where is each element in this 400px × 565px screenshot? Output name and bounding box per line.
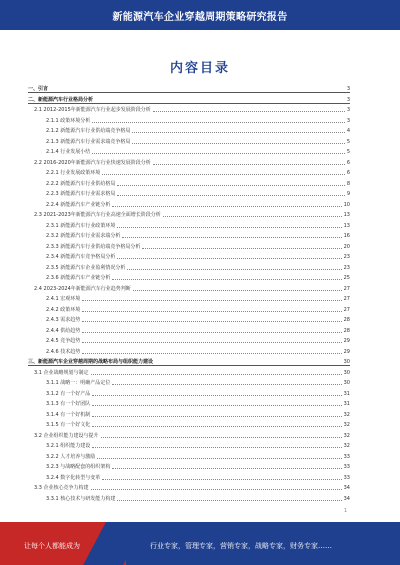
toc-leader-dots (82, 342, 341, 343)
toc-entry-page: 33 (343, 453, 350, 460)
toc-entry-label: 2.3 2021-2023年新能源汽车行业高速全面增长阶段分析 (34, 212, 161, 218)
footer-tagline: 行业专家，管理专家，营销专家，战略专家，财务专家…… (150, 542, 332, 550)
toc-entry-label: 3.2.2 人才培养与激励 (46, 453, 96, 460)
toc-entry-page: 29 (343, 338, 350, 344)
toc-entry-page: 27 (343, 296, 350, 302)
toc-leader-dots (82, 332, 341, 333)
toc-entry[interactable] (28, 410, 350, 418)
toc-leader-dots (92, 153, 345, 154)
toc-entry-label: 2.4.1 宏观环境 (46, 296, 81, 302)
toc-entry-label: 2.3.4 新能源汽车竞争格局分析 (46, 254, 116, 260)
toc-entry-label: 3.2.4 数字化转型与变革 (46, 474, 101, 481)
toc-entry-label: 2.2.2 新能源汽车行业供给格局 (46, 180, 116, 187)
toc-entry[interactable] (28, 305, 350, 313)
toc-entry[interactable] (28, 273, 350, 281)
toc-leader-dots (117, 227, 341, 228)
toc-entry-label: 2.2.4 新能源汽车产业链分析 (46, 201, 111, 208)
toc-leader-dots (92, 395, 341, 396)
toc-entry-label: 3.3.1 核心技术与研发能力构建 (46, 495, 116, 502)
report-title: 新能源汽车企业穿越周期策略研究报告 (112, 12, 288, 23)
toc-leader-dots (92, 447, 341, 448)
toc-entry[interactable] (28, 158, 350, 166)
toc-leader-dots (92, 426, 341, 427)
toc-entry-label: 2.3.1 新能源汽车行业政策环境 (46, 222, 116, 229)
toc-entry-page: 34 (343, 485, 350, 491)
toc-leader-dots (82, 300, 341, 301)
toc-entry[interactable] (28, 137, 350, 145)
toc-entry-page: 31 (343, 401, 350, 407)
toc-entry-page: 34 (343, 495, 350, 502)
toc-entry[interactable] (28, 473, 350, 481)
toc-entry-label: 2.4.3 需求趋势 (46, 317, 81, 323)
toc-entry[interactable] (28, 126, 350, 134)
toc-entry[interactable] (28, 462, 350, 470)
toc-entry[interactable] (28, 147, 350, 155)
toc-entry[interactable] (28, 347, 350, 355)
toc-entry-label: 2.2.1 行业发展政策环境 (46, 170, 101, 176)
toc-entry-page: 3 (346, 96, 350, 103)
toc-leader-dots (112, 279, 341, 280)
toc-entry[interactable] (28, 252, 350, 260)
toc-entry-page: 32 (343, 411, 350, 418)
toc-entry-page: 13 (343, 222, 350, 229)
toc-entry-label: 二、新能源汽车行业格局分析 (28, 96, 94, 103)
toc-entry-page: 31 (343, 390, 350, 397)
toc-leader-dots (82, 353, 341, 354)
toc-leader-dots (82, 311, 341, 312)
toc-leader-dots (117, 500, 341, 501)
toc-entry[interactable] (28, 179, 350, 187)
toc-leader-dots (102, 479, 341, 480)
toc-entry-page: 4 (346, 128, 350, 134)
toc-leader-dots (112, 384, 341, 385)
toc-entry-page: 29 (343, 348, 350, 355)
toc-entry-label: 3.1.3 有一个好团队 (46, 401, 91, 407)
toc-entry[interactable] (28, 242, 350, 250)
toc-entry-label: 三、新能源汽车企业穿越周期的战略布局与组织能力建设 (28, 359, 154, 365)
toc-entry[interactable] (28, 420, 350, 428)
toc-entry-page: 5 (346, 138, 350, 145)
toc-leader-dots (112, 206, 341, 207)
toc-entry-page: 27 (343, 306, 350, 313)
toc-entry[interactable] (28, 399, 350, 407)
toc-entry-page: 28 (343, 317, 350, 323)
toc-leader-dots (127, 269, 341, 270)
toc-entry[interactable] (28, 431, 350, 439)
toc-leader-dots (92, 416, 341, 417)
footer-slogan: 让每个人都能成为 (24, 542, 80, 550)
toc-entry-label: 2.1.1 政策环境分析 (46, 117, 91, 124)
toc-entry[interactable] (28, 116, 350, 124)
toc-heading: 内容目录 (169, 61, 230, 76)
toc-entry-page: 30 (343, 369, 350, 376)
toc-leader-dots (153, 164, 345, 165)
toc-leader-dots (92, 405, 341, 406)
toc-entry-page: 6 (346, 170, 350, 176)
toc-leader-dots (117, 195, 344, 196)
toc-entry[interactable] (28, 483, 350, 491)
toc-entry-page: 3 (346, 86, 350, 92)
toc-entry-page: 32 (343, 422, 350, 428)
toc-entry-label: 3.1.5 有一个好文化 (46, 422, 91, 428)
toc-entry-page: 13 (343, 212, 350, 218)
table-of-contents (28, 84, 350, 505)
toc-leader-dots (163, 216, 342, 217)
toc-entry[interactable] (28, 336, 350, 344)
toc-entry-page: 33 (343, 474, 350, 481)
toc-entry[interactable] (28, 357, 350, 366)
toc-entry[interactable] (28, 441, 350, 449)
toc-entry[interactable] (28, 294, 350, 302)
toc-entry-label: 2.1 2012-2015年新能源汽车行业起步发展阶段分析 (34, 107, 151, 113)
toc-leader-dots (82, 321, 341, 322)
toc-entry-page: 5 (346, 149, 350, 155)
toc-entry[interactable] (28, 326, 350, 334)
toc-entry-label: 2.3.6 新能源汽车产业链分析 (46, 275, 111, 281)
toc-entry-label: 3.2.3 与战略配套的组织架构 (46, 464, 111, 470)
toc-entry-label: 3.2 企业组织能力建设与提升 (34, 432, 99, 439)
header-bar (0, 0, 400, 30)
toc-entry-label: 2.4.4 供给趋势 (46, 327, 81, 334)
toc-entry-page: 20 (343, 243, 350, 250)
toc-leader-dots (153, 111, 345, 112)
toc-leader-dots (102, 174, 345, 175)
toc-entry[interactable] (28, 452, 350, 460)
toc-entry-page: 3 (346, 107, 350, 113)
toc-leader-dots (97, 458, 341, 459)
page-number: 1 (344, 508, 348, 514)
toc-leader-dots (122, 237, 341, 238)
toc-entry-label: 2.2.3 新能源汽车行业需求格局 (46, 191, 116, 197)
toc-entry-label: 3.3 企业核心竞争力构建 (34, 485, 89, 491)
toc-entry-page: 23 (343, 254, 350, 260)
toc-leader-dots (112, 468, 341, 469)
toc-entry[interactable] (28, 221, 350, 229)
toc-entry-label: 2.3.2 新能源汽车行业需求端分析 (46, 233, 121, 239)
toc-leader-dots (91, 489, 342, 490)
toc-entry-label: 2.4.2 政策环境 (46, 306, 81, 313)
toc-entry[interactable] (28, 84, 350, 93)
toc-entry[interactable] (28, 189, 350, 197)
toc-entry-label: 3.1.4 有一个好机制 (46, 411, 91, 418)
toc-entry[interactable] (28, 95, 350, 104)
toc-entry-page: 32 (343, 432, 350, 439)
toc-entry-page: 16 (343, 233, 350, 239)
toc-leader-dots (92, 122, 345, 123)
toc-entry-label: 2.1.4 行业发展小结 (46, 149, 91, 155)
toc-entry-label: 3.1.2 有一个好产品 (46, 390, 91, 397)
toc-entry-page: 23 (343, 264, 350, 271)
toc-entry[interactable] (28, 284, 350, 292)
toc-entry-label: 2.3.5 新能源汽车企业盈利情况分析 (46, 264, 126, 271)
toc-entry-label: 2.1.2 新能源汽车行业供给端竞争格局 (46, 128, 131, 134)
toc-entry-page: 6 (346, 159, 350, 166)
toc-entry-label: 2.3.3 新能源汽车行业供给端竞争格局分析 (46, 243, 141, 250)
toc-entry-page: 3 (346, 117, 350, 124)
toc-leader-dots (91, 374, 342, 375)
toc-leader-dots (133, 290, 342, 291)
toc-entry-page: 33 (343, 464, 350, 470)
toc-entry[interactable] (28, 231, 350, 239)
toc-entry-page: 9 (346, 191, 350, 197)
toc-entry[interactable] (28, 315, 350, 323)
toc-entry-page: 27 (343, 285, 350, 292)
toc-leader-dots (117, 258, 341, 259)
toc-entry-label: 3.1.1 战略一：明确产品定位 (46, 380, 111, 386)
toc-entry[interactable] (28, 368, 350, 376)
toc-entry-label: 3.2.1 组织能力建设 (46, 443, 91, 449)
toc-entry-page: 25 (343, 275, 350, 281)
toc-entry[interactable] (28, 210, 350, 218)
toc-entry-page: 30 (343, 380, 350, 386)
toc-leader-dots (132, 132, 344, 133)
toc-entry-label: 一、引言 (28, 86, 49, 92)
toc-entry-page: 32 (343, 443, 350, 449)
toc-entry-label: 2.4.5 竞争趋势 (46, 338, 81, 344)
toc-entry[interactable] (28, 168, 350, 176)
toc-entry[interactable] (28, 263, 350, 271)
toc-entry-page: 10 (343, 201, 350, 208)
toc-leader-dots (132, 143, 344, 144)
toc-entry-page: 28 (343, 327, 350, 334)
toc-entry-label: 3.1 企业战略规划与制定 (34, 369, 89, 376)
toc-entry-page: 30 (343, 359, 350, 365)
toc-leader-dots (117, 185, 344, 186)
toc-entry[interactable] (28, 105, 350, 113)
toc-entry[interactable] (28, 378, 350, 386)
toc-entry[interactable] (28, 389, 350, 397)
toc-entry[interactable] (28, 200, 350, 208)
toc-entry-label: 2.2 2016-2020年新能源汽车行业快速发展阶段分析 (34, 159, 151, 166)
toc-leader-dots (142, 248, 341, 249)
toc-entry-page: 8 (346, 180, 350, 187)
toc-entry-label: 2.1.3 新能源汽车行业需求端竞争格局 (46, 138, 131, 145)
toc-leader-dots (101, 437, 342, 438)
toc-entry[interactable] (28, 494, 350, 502)
toc-entry-label: 2.4.6 技术趋势 (46, 348, 81, 355)
toc-entry-label: 2.4 2023-2024年新能源汽车行业趋势判断 (34, 285, 131, 292)
